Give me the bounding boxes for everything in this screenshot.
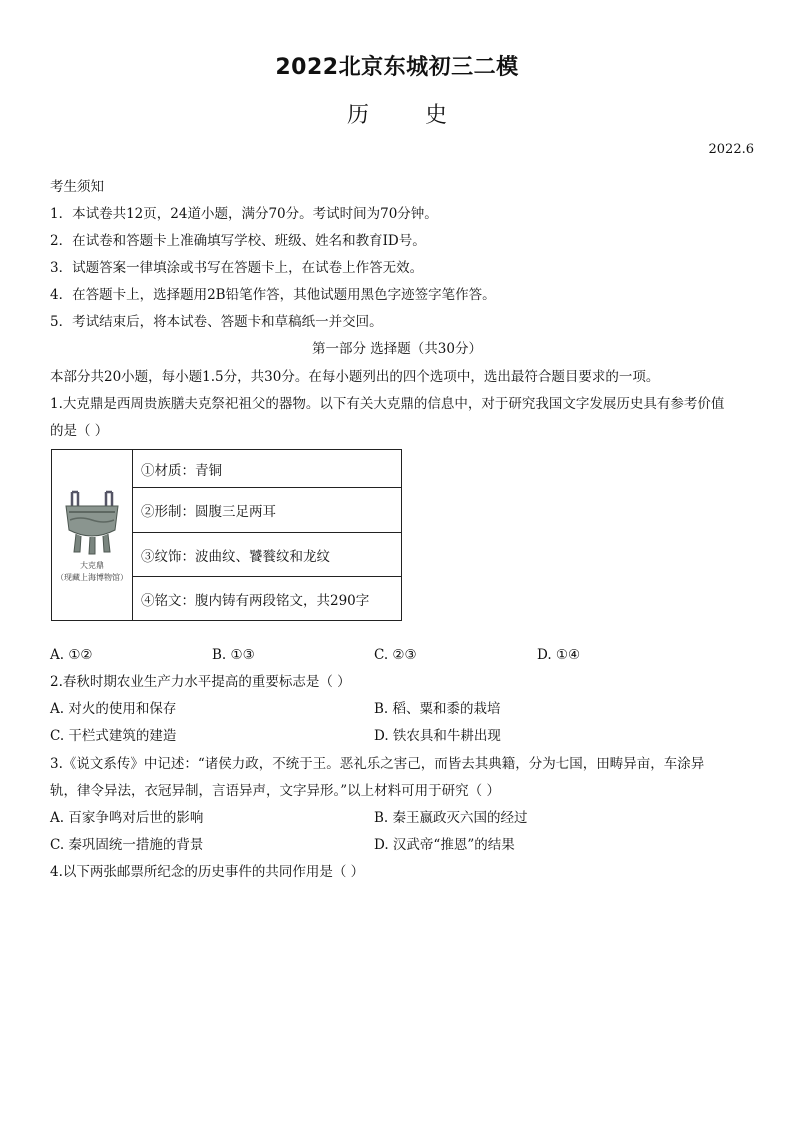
notice-item-4: 4．在答题卡上，选择题用2B铅笔作答，其他试题用黑色字迹签字笔作答。	[50, 287, 496, 303]
notice-item-1: 1．本试卷共12页，24道小题，满分70分。考试时间为70分钟。	[50, 206, 438, 222]
subject-title: 历史	[346, 103, 503, 128]
q1-option-d: D. ①④	[537, 647, 581, 663]
q1-stem-line1: 1.大克鼎是西周贵族膳夫克祭祀祖父的器物。以下有关大克鼎的信息中，对于研究我国文字发展历史具有参考价值	[50, 396, 725, 412]
q3-stem-line2: 轨，律令异法，衣冠异制，言语异声，文字异形。”以上材料可用于研究（ ）	[50, 783, 500, 799]
q1-option-c: C. ②③	[374, 647, 417, 663]
q3-option-d: D. 汉武帝“推恩”的结果	[374, 837, 515, 853]
notice-item-3: 3．试题答案一律填涂或书写在答题卡上，在试卷上作答无效。	[50, 260, 424, 276]
bronze-ding-icon	[60, 486, 124, 560]
q1-image-cell	[52, 450, 133, 621]
exam-date: 2022.6	[708, 142, 754, 157]
q3-option-c: C. 秦巩固统一措施的背景	[50, 837, 204, 853]
q1-info-row-2: ②形制：圆腹三足两耳	[133, 488, 402, 533]
image-caption-museum: （现藏上海博物馆）	[56, 573, 128, 582]
q1-stem-line2: 的是（ ）	[50, 423, 109, 439]
q4-stem: 4.以下两张邮票所纪念的历史事件的共同作用是（ ）	[50, 864, 365, 880]
q2-option-d: D. 铁农具和牛耕出现	[374, 728, 501, 744]
q3-stem-line1: 3.《说文系传》中记述：“诸侯力政，不统于王。恶礼乐之害己，而皆去其典籍，分为七国，田畴异亩，车涂异	[50, 756, 705, 772]
q1-info-row-4: ④铭文：腹内铸有两段铭文，共290字	[133, 577, 402, 621]
notice-item-5: 5．考试结束后，将本试卷、答题卡和草稿纸一并交回。	[50, 314, 383, 330]
q1-info-row-1: ①材质：青铜	[133, 450, 402, 488]
image-caption-name: 大克鼎	[80, 561, 104, 570]
q2-stem: 2.春秋时期农业生产力水平提高的重要标志是（ ）	[50, 674, 351, 690]
notice-heading: 考生须知	[50, 179, 104, 195]
q2-option-b: B. 稻、粟和黍的栽培	[374, 701, 501, 717]
q3-option-a: A. 百家争鸣对后世的影响	[50, 810, 204, 826]
q1-option-b: B. ①③	[212, 647, 255, 663]
q1-info-table	[51, 449, 402, 621]
q2-option-c: C. 干栏式建筑的建造	[50, 728, 177, 744]
q1-info-row-3: ③纹饰：波曲纹、饕餮纹和龙纹	[133, 533, 402, 577]
q3-option-b: B. 秦王嬴政灭六国的经过	[374, 810, 528, 826]
q2-option-a: A. 对火的使用和保存	[50, 701, 177, 717]
notice-item-2: 2．在试卷和答题卡上准确填写学校、班级、姓名和教育ID号。	[50, 233, 426, 249]
section-intro: 本部分共20小题，每小题1.5分，共30分。在每小题列出的四个选项中，选出最符合题目要求的一项。	[50, 369, 660, 385]
q1-option-a: A. ①②	[50, 647, 93, 663]
section-heading: 第一部分 选择题（共30分）	[312, 341, 482, 357]
page-title: 2022北京东城初三二模	[275, 55, 519, 80]
